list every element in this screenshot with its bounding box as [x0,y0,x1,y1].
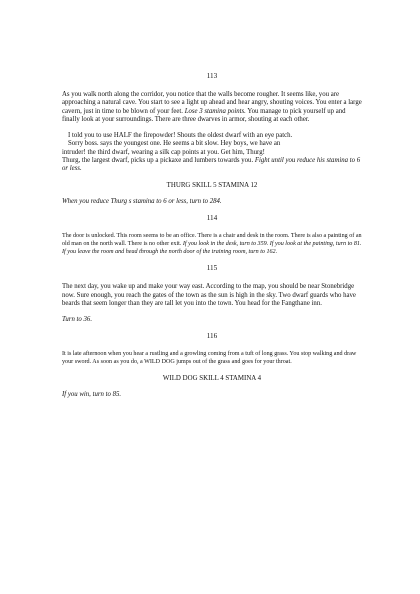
instruction: If you win, turn to 85. [62,391,122,399]
combat-stats: WILD DOG SKILL 4 STAMINA 4 [162,374,262,382]
dialogue-line: I told you to use HALF the firepowder! Shouts the oldest dwarf with an eye patch. [68,132,293,140]
section-number: 115 [206,264,218,273]
page-content [62,72,362,399]
section-paragraph: It is late afternoon when you hear a rustling and a growling coming from a tuft of long grass. You stop walking and draw your sword. As soon as you do, a WILD DOG jumps out of the grass and goes for your throat. [62,351,357,366]
combat-stats: THURG SKILL 5 STAMINA 12 [166,181,258,189]
section-number: 114 [206,214,218,223]
section-number: 113 [206,72,218,80]
section-paragraph: As you walk north along the corridor, you notice that the walls become rougher. It seems like, you are approaching a natural cave. You start to see a light up ahead and hear angry, shouting voices. You enter a large cavern, just in time to be blown of your feet. Lose 3 stamina points. You manage to pick yourself up and finally look at your surroundings. There are three dwarves in armor, shouting at each other. [62,91,362,123]
dialogue-line: intruder! the third dwarf, wearing a silk cap points at you. Get him, Thurg! [62,148,265,156]
section-number: 116 [206,332,218,341]
section-paragraph: The door is unlocked. This room seems to be an office. There is a chair and desk in the room. There is also a painting of an old man on the north wall. There is no other exit. If you look in the desk, turn to 359. If you look at the painting, turn to 81. If you leave the room and head through the north door of the training room, turn to 162. [62,233,362,255]
instruction: Lose 3 stamina points. [184,107,246,115]
instruction: If you look in the desk, turn to 359. If you look at the painting, turn to 81. If you leave the room and head through the north door of the training room, turn to 162. [62,241,362,255]
section-paragraph: The next day, you wake up and make your way east. According to the map, you should be near Stonebridge now. Sure enough, you reach the gates of the town as the sun is high in the sky. Two dwarf guards who have beards that seem longer than they are tall let you into the town. You head for the Fangthane inn. [62,283,356,307]
dialogue-line: Sorry boss. says the youngest one. He seems a bit slow. Hey boys, we have an [68,140,281,148]
instruction: Fight until you reduce his stamina to 6 or less. [62,157,361,173]
dialogue-line: Thurg, the largest dwarf, picks up a pickaxe and lumbers towards you. Fight until you reduce his stamina to 6 or less. [62,157,361,173]
instruction: When you reduce Thurg s stamina to 6 or less, turn to 284. [62,198,222,206]
instruction: Turn to 36. [62,316,93,324]
